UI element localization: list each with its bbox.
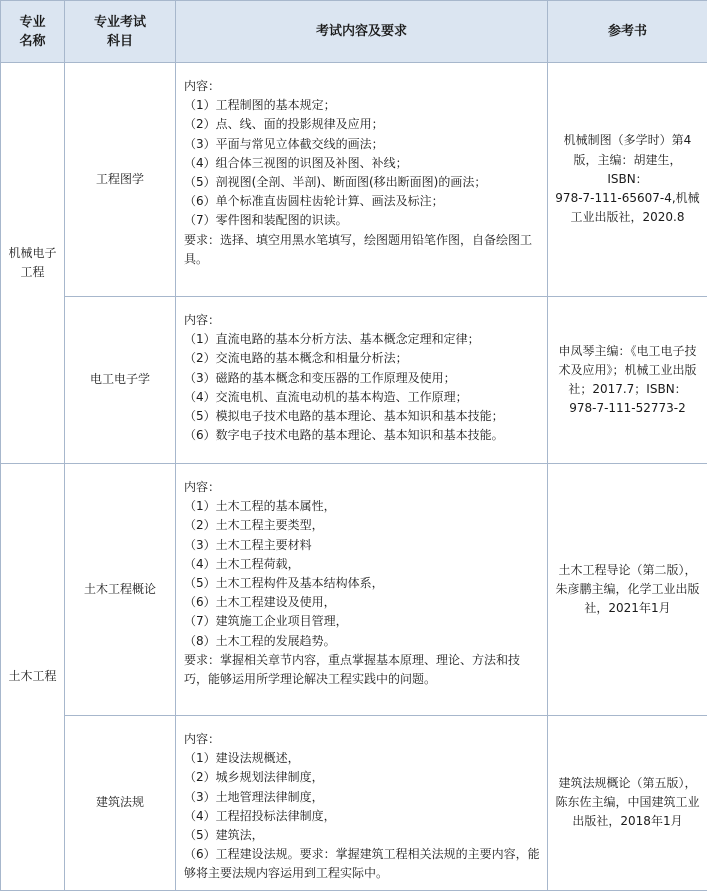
content-cell: [176, 464, 548, 716]
major-name-cell: 机械电子 工程: [1, 63, 65, 464]
content-item: （4）交流电机、直流电动机的基本构造、工作原理；: [184, 388, 541, 407]
requirement-text: 要求：掌握相关章节内容，重点掌握基本原理、理论、方法和技巧，能够运用所学理论解决工程实践中的问题。: [184, 651, 541, 689]
content-item: （1）土木工程的基本属性，: [184, 497, 541, 516]
content-cell: [176, 297, 548, 464]
content-item: （6）数字电子技术电路的基本理论、基本知识和基本技能。: [184, 426, 541, 445]
content-item: （6）单个标准直齿圆柱齿轮计算、画法及标注；: [184, 192, 541, 211]
content-item: （2）交流电路的基本概念和相量分析法；: [184, 349, 541, 368]
subject-cell: 电工电子学: [65, 297, 176, 464]
content-item: （3）土地管理法律制度，: [184, 788, 541, 807]
content-label: 内容：: [184, 478, 541, 497]
subject-cell: 工程图学: [65, 63, 176, 297]
content-item: （5）模拟电子技术电路的基本理论、基本知识和基本技能；: [184, 407, 541, 426]
content-item: （4）组合体三视图的识图及补图、补线；: [184, 154, 541, 173]
content-item: （5）土木工程构件及基本结构体系，: [184, 574, 541, 593]
content-item: （1）工程制图的基本规定；: [184, 96, 541, 115]
content-item: （5）建筑法，: [184, 826, 541, 845]
content-item: （7）建筑施工企业项目管理，: [184, 612, 541, 631]
content-item: （1）建设法规概述，: [184, 749, 541, 768]
table-row: [1, 297, 707, 464]
content-item: （6）土木工程建设及使用，: [184, 593, 541, 612]
header-row: [1, 1, 707, 63]
requirement-text: 要求：选择、填空用黑水笔填写，绘图题用铅笔作图，自备绘图工具。: [184, 231, 541, 269]
table-row: [1, 63, 707, 297]
header-subject: 专业考试 科目: [65, 1, 176, 63]
table-row: [1, 464, 707, 716]
content-item: （2）点、线、面的投影规律及应用；: [184, 115, 541, 134]
content-item: （2）土木工程主要类型，: [184, 516, 541, 535]
content-label: 内容：: [184, 311, 541, 330]
major-name-cell: 土木工程: [1, 464, 65, 891]
reference-book-cell: 建筑法规概论（第五版），陈东佐主编，中国建筑工业出版社，2018年1月: [548, 716, 707, 891]
header-content: 考试内容及要求: [176, 1, 548, 63]
content-cell: [176, 63, 548, 297]
content-item: （1）直流电路的基本分析方法、基本概念定理和定律；: [184, 330, 541, 349]
reference-book-cell: 土木工程导论（第二版），朱彦鹏主编，化学工业出版社，2021年1月: [548, 464, 707, 716]
content-item: （3）平面与常见立体截交线的画法；: [184, 135, 541, 154]
content-item: （7）零件图和装配图的识读。: [184, 211, 541, 230]
subject-cell: 建筑法规: [65, 716, 176, 891]
content-item: （3）磁路的基本概念和变压器的工作原理及使用；: [184, 369, 541, 388]
content-item: （3）土木工程主要材料: [184, 536, 541, 555]
content-cell: [176, 716, 548, 891]
content-item: （8）土木工程的发展趋势。: [184, 632, 541, 651]
subject-cell: 土木工程概论: [65, 464, 176, 716]
content-item: （2）城乡规划法律制度，: [184, 768, 541, 787]
content-label: 内容：: [184, 730, 541, 749]
header-reference-book: 参考书: [548, 1, 707, 63]
content-item: （4）工程招投标法律制度，: [184, 807, 541, 826]
header-major: 专业 名称: [1, 1, 65, 63]
content-item: （4）土木工程荷载，: [184, 555, 541, 574]
content-label: 内容：: [184, 77, 541, 96]
content-item: （5）剖视图(全剖、半剖)、断面图(移出断面图)的画法；: [184, 173, 541, 192]
content-item: （6）工程建设法规。要求：掌握建筑工程相关法规的主要内容，能够将主要法规内容运用到工程实际中。: [184, 845, 541, 883]
table-row: [1, 716, 707, 891]
reference-book-cell: 机械制图（多学时）第4版，主编：胡建生，ISBN： 978-7-111-65607-4,机械工业出版社，2020.8: [548, 63, 707, 297]
reference-book-cell: 申凤琴主编：《电工电子技术及应用》；机械工业出版社；2017.7；ISBN： 978-7-111-52773-2: [548, 297, 707, 464]
